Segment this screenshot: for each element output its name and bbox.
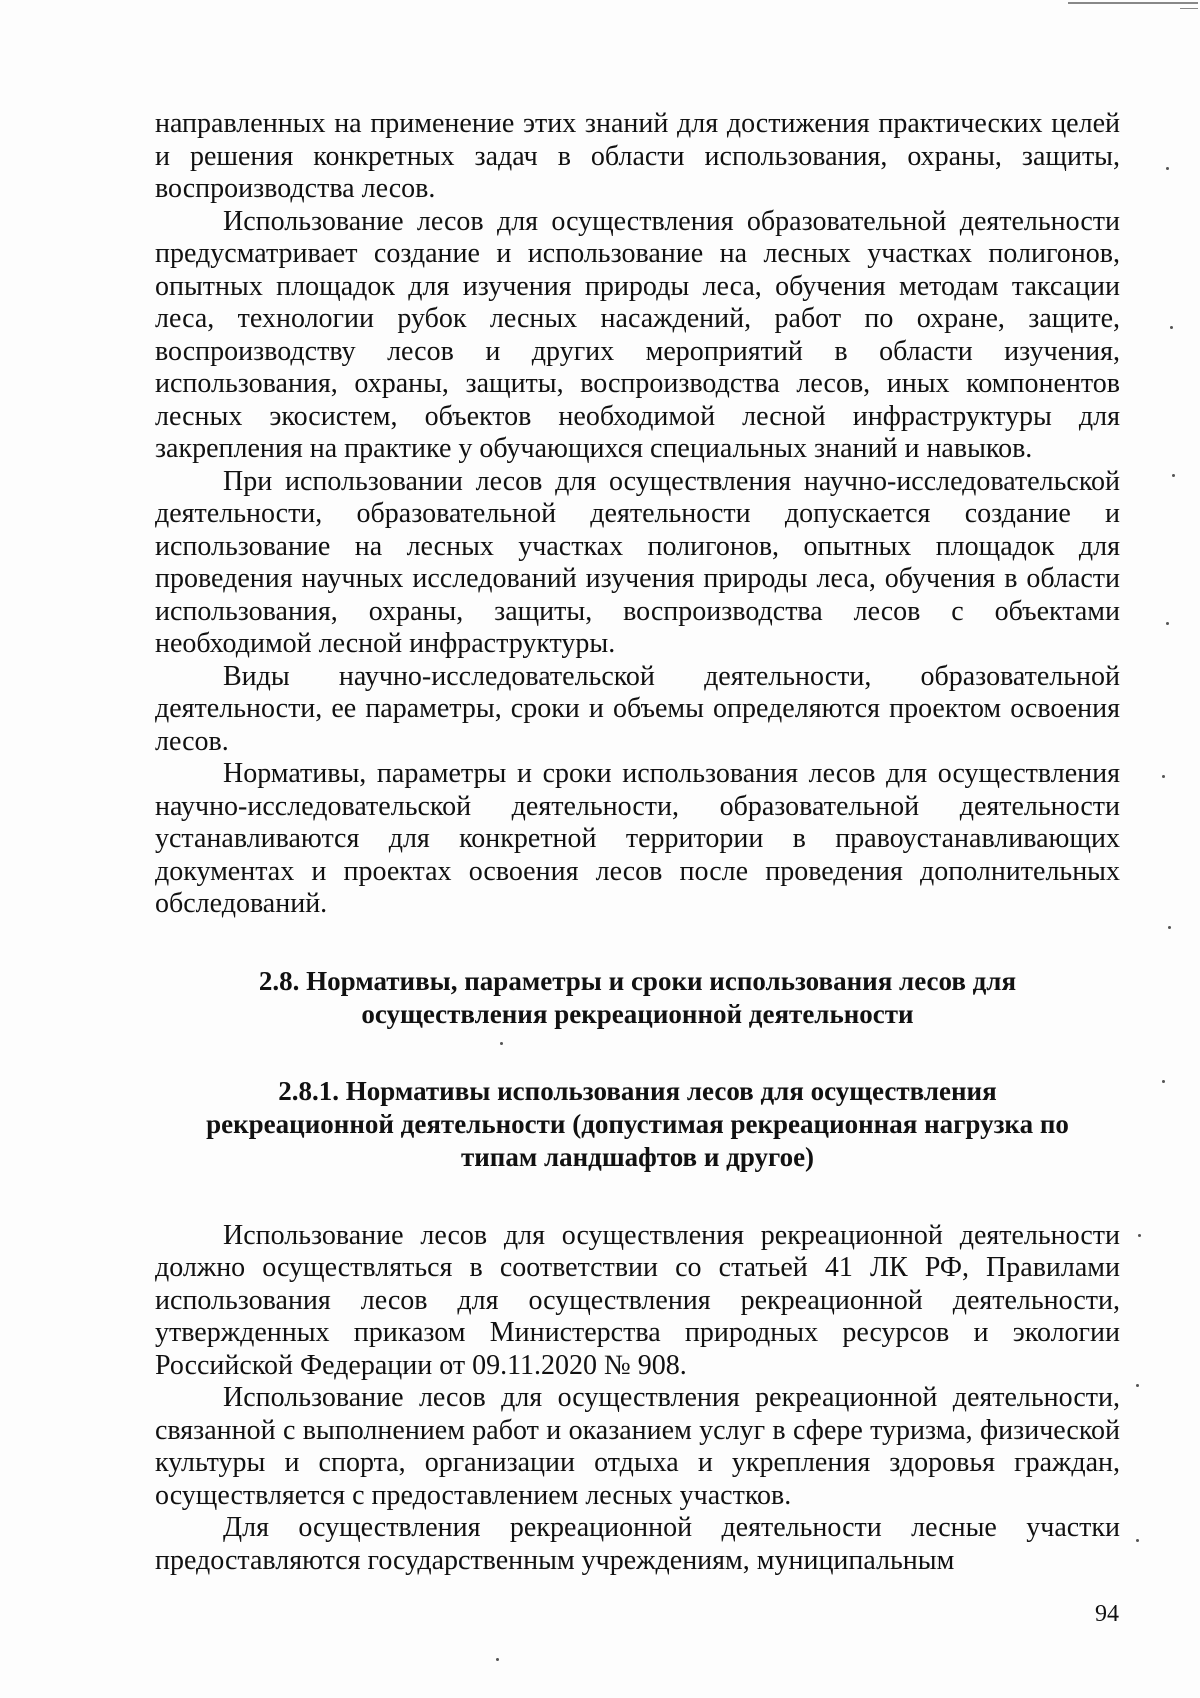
scan-speck: [1136, 1384, 1139, 1387]
document-page: [155, 108, 1120, 1577]
paragraph: Виды научно-исследовательской деятельности, образовательной деятельности, ее параметры, сроки и объемы определяются проектом освоения лесов.: [155, 660, 1120, 757]
scan-speck: [1166, 622, 1169, 625]
paragraph: Использование лесов для осуществления образовательной деятельности предусматривает создание и использование на лесных участках полигонов, опытных площадок для изучения природы леса, обучения методам таксации леса, технологии рубок лесных насаждений, работ по охране, защите, воспроизводству лесов и других мероприятий в области изучения, использования, охраны, защиты, воспроизводства лесов, иных компонентов лесных экосистем, объектов необходимой лесной инфраструктуры для закрепления на практике у обучающихся специальных знаний и навыков.: [155, 205, 1120, 464]
scan-speck: [1162, 1080, 1165, 1083]
scan-speck: [1172, 474, 1175, 477]
scan-speck: [1138, 1234, 1141, 1237]
scan-edge-line: [1180, 8, 1198, 9]
scan-speck: [1168, 926, 1171, 929]
paragraph: При использовании лесов для осуществления научно-исследовательской деятельности, образовательной деятельности допускается создание и использование на лесных участках полигонов, опытных площадок для проведения научных исследований изучения природы леса, обучения в области использования, охраны, защиты, воспроизводства лесов с объектами необходимой лесной инфраструктуры.: [155, 465, 1120, 659]
scan-speck: [1162, 775, 1165, 778]
paragraph: Использование лесов для осуществления рекреационной деятельности должно осуществляться в соответствии со статьей 41 ЛК РФ, Правилами использования лесов для осуществления рекреационной деятельности, утвержденных приказом Министерства природных ресурсов и экологии Российской Федерации от 09.11.2020 № 908.: [155, 1219, 1120, 1381]
paragraph: Нормативы, параметры и сроки использования лесов для осуществления научно-исследовательской деятельности, образовательной деятельности устанавливаются для конкретной территории в правоустанавливающих документах и проектах освоения лесов после проведения дополнительных обследований.: [155, 758, 1120, 919]
paragraph: Для осуществления рекреационной деятельности лесные участки предоставляются государственным учреждениям, муниципальным: [155, 1512, 1120, 1576]
paragraph: Использование лесов для осуществления рекреационной деятельности, связанной с выполнением работ и оказанием услуг в сфере туризма, физической культуры и спорта, организации отдыха и укрепления здоровья граждан, осуществляется с предоставлением лесных участков.: [155, 1382, 1120, 1511]
scan-speck: [1166, 167, 1169, 170]
scan-speck: [1170, 326, 1173, 329]
scan-edge-line: [1068, 2, 1198, 4]
scan-speck: [496, 1658, 499, 1661]
page-number: 94: [1095, 1601, 1119, 1627]
paragraph: направленных на применение этих знаний для достижения практических целей и решения конкретных задач в области использования, охраны, защиты, воспроизводства лесов.: [155, 108, 1120, 204]
scan-speck: [1136, 1539, 1139, 1542]
subsection-heading: 2.8.1. Нормативы использования лесов для осуществления рекреационной деятельности (допустимая рекреационная нагрузка по типам ландшафтов и другое): [206, 1075, 1069, 1172]
section-heading: 2.8. Нормативы, параметры и сроки использования лесов для осуществления рекреационной деятельности: [258, 965, 1017, 1029]
